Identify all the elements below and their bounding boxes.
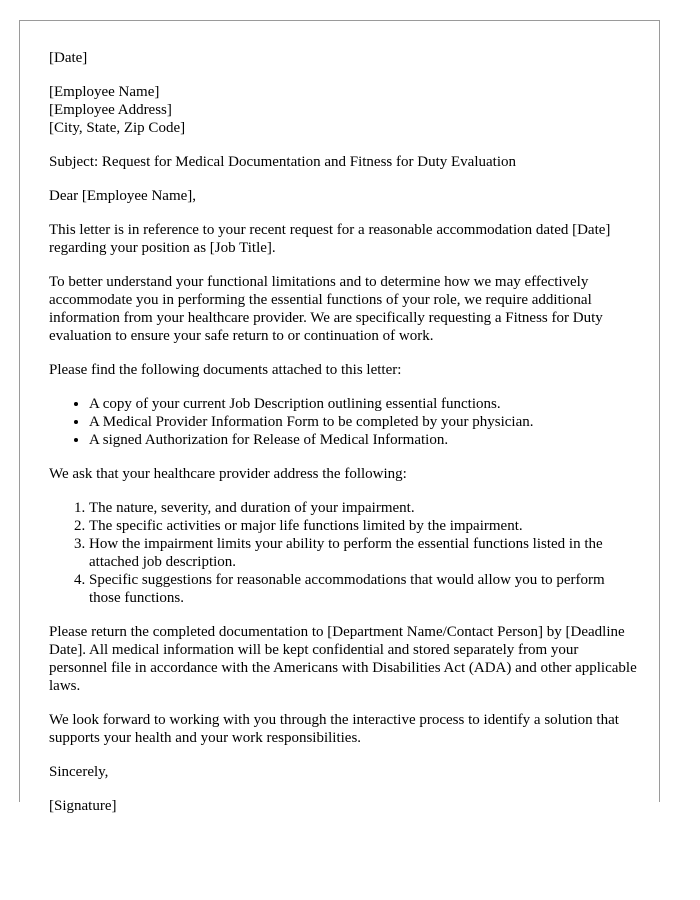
signature-placeholder: [Signature] [49, 798, 117, 814]
salutation: Dear [Employee Name], [49, 188, 197, 204]
list-item: • A Medical Provider Information Form to be completed by your physician. [89, 413, 639, 431]
list-item: 1. The nature, severity, and duration of your impairment. [89, 499, 639, 517]
list-item: 4. Specific suggestions for reasonable accommodations that would allow you to perform those functions. [89, 571, 639, 607]
letter-subject: Subject: Request for Medical Documentation and Fitness for Duty Evaluation [49, 154, 516, 170]
attachments-list [49, 395, 639, 449]
paragraph-attachments-intro: Please find the following documents attached to this letter: [49, 362, 402, 378]
paragraph-purpose: To better understand your functional limitations and to determine how we may effectively accommodate you in performing the essential functions of your role, we require additional information from your healthcare provider. We are specifically requesting a Fitness for Duty evaluation to ensure your safe return to or continuation of work. [49, 274, 603, 344]
list-item: 3. How the impairment limits your ability to perform the essential functions listed in the attached job description. [89, 535, 639, 571]
recipient-address [49, 83, 639, 137]
paragraph-closing-remarks: We look forward to working with you through the interactive process to identify a solution that supports your health and your work responsibilities. [49, 712, 619, 746]
closing: Sincerely, [49, 764, 109, 780]
list-item: • A signed Authorization for Release of Medical Information. [89, 431, 639, 449]
recipient-name: [Employee Name] [49, 84, 160, 100]
letter-page [19, 20, 660, 814]
paragraph-reference: This letter is in reference to your recent request for a reasonable accommodation dated [Date] regarding your position as [Job Title]. [49, 222, 611, 256]
recipient-city-state-zip: [City, State, Zip Code] [49, 120, 186, 136]
list-item: 2. The specific activities or major life functions limited by the impairment. [89, 517, 639, 535]
paragraph-return-instructions: Please return the completed documentation to [Department Name/Contact Person] by [Deadline Date]. All medical information will be kept confidential and stored separately from your personnel file in accordance with the Americans with Disabilities Act (ADA) and other applicable laws. [49, 624, 637, 694]
recipient-street: [Employee Address] [49, 102, 172, 118]
paragraph-provider-intro: We ask that your healthcare provider address the following: [49, 466, 407, 482]
provider-requests-list [49, 499, 639, 607]
letter-date: [Date] [49, 50, 88, 66]
list-item: • A copy of your current Job Description outlining essential functions. [89, 395, 639, 413]
letter-body [49, 49, 639, 831]
